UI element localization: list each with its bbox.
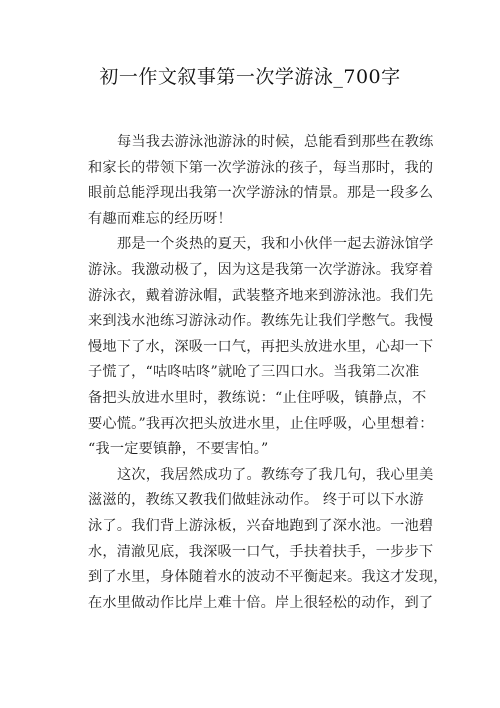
text-line: 子慌了，“咕咚咕咚”就呛了三四口水。当我第二次准 (88, 364, 420, 381)
text-line: 来到浅水池练习游泳动作。教练先让我们学憋气。我慢 (88, 313, 434, 330)
text-line: 到了水里，身体随着水的波动不平衡起来。我这才发现， (88, 569, 448, 586)
text-line: 慢地下了水，深吸一口气，再把头放进水里，心却一下 (88, 338, 434, 355)
text-line: 每当我去游泳池游泳的时候，总能看到那些在教练 (117, 134, 434, 150)
document-title: 初一作文叙事第一次学游泳_700字 (99, 66, 401, 88)
text-line: 备把头放进水里时，教练说：“止住呼吸，镇静点，不 (88, 389, 427, 406)
text-line: 游泳衣，戴着游泳帽，武装整齐地来到游泳池。我们先 (88, 287, 434, 304)
text-line: 那是一个炎热的夏天，我和小伙伴一起去游泳馆学 (117, 236, 434, 253)
text-line: 游泳。我激动极了，因为这是我第一次学游泳。我穿着 (88, 261, 434, 278)
document-body (88, 130, 448, 616)
text-line: “我一定要镇静，不要害怕。” (88, 441, 269, 458)
text-line: 滋滋的，教练又教我们做蛙泳动作。 终于可以下水游 (88, 492, 424, 509)
text-line: 泳了。我们背上游泳板，兴奋地跑到了深水池。一池碧 (88, 517, 434, 534)
text-line: 和家长的带领下第一次学游泳的孩子，每当那时，我的 (88, 159, 434, 176)
text-line: 有趣而难忘的经历呀！ (88, 210, 232, 227)
text-line: 这次，我居然成功了。教练夸了我几句，我心里美 (117, 466, 434, 483)
text-line: 水，清澈见底，我深吸一口气，手扶着扶手，一步步下 (88, 543, 434, 560)
text-line: 要心慌。”我再次把头放进水里，止住呼吸，心里想着： (88, 415, 434, 432)
text-line: 眼前总能浮现出我第一次学游泳的情景。那是一段多么 (88, 185, 434, 202)
text-line: 在水里做动作比岸上难十倍。岸上很轻松的动作，到了 (88, 594, 434, 611)
